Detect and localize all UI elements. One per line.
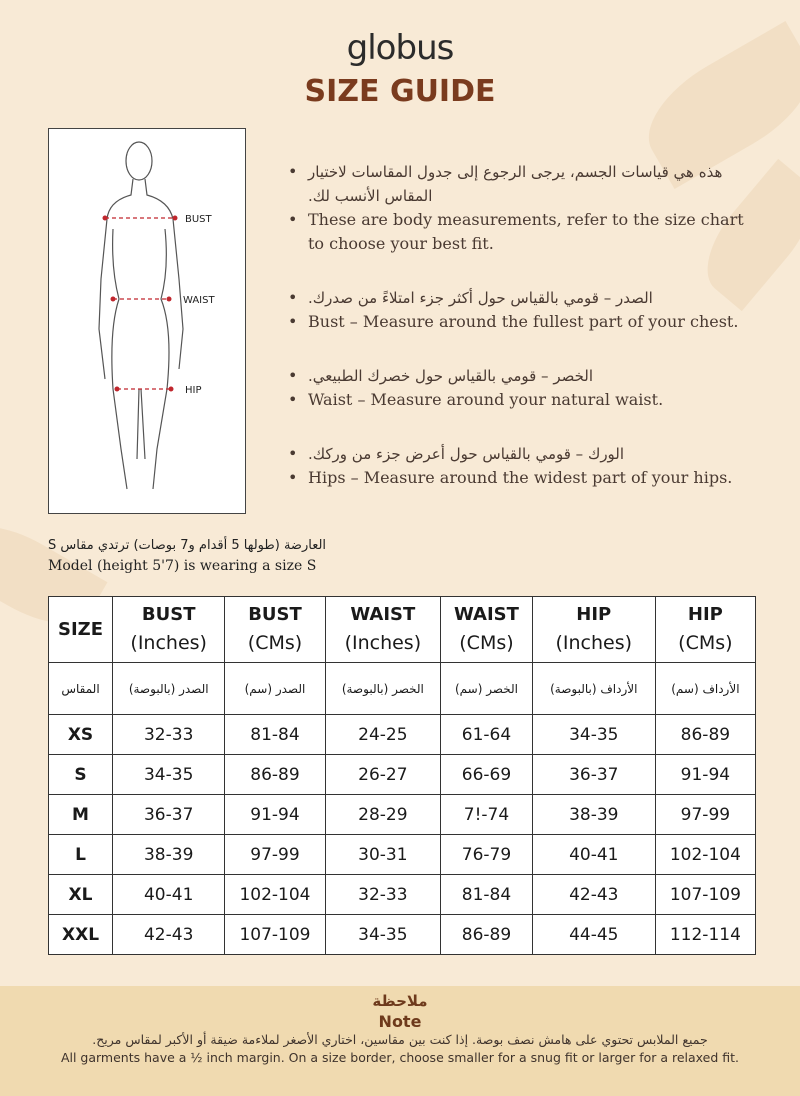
model-info (48, 536, 326, 576)
size-cell: XL (49, 875, 113, 915)
instruction-en: These are body measurements, refer to the size chart to choose your best fit. (308, 210, 744, 253)
table-cell: 102-104 (655, 835, 755, 875)
instruction-hips: • الورك – قومي بالقياس حول أعرض جزء من وركك. • Hips – Measure around the widest part of your hips. (288, 442, 758, 490)
column-header (655, 597, 755, 663)
table-row (49, 835, 756, 875)
table-row (49, 795, 756, 835)
header-measure: BUST (141, 604, 196, 625)
table-cell: 86-89 (225, 755, 325, 795)
instruction-en: Hips – Measure around the widest part of your hips. (308, 468, 733, 487)
table-cell: 86-89 (441, 915, 533, 955)
column-header (532, 597, 655, 663)
note-title: Note (378, 1012, 422, 1031)
table-cell: 24-25 (325, 715, 441, 755)
note-section (0, 986, 800, 1096)
table-cell: 26-27 (325, 755, 441, 795)
note-title-ar: ملاحظة (372, 992, 428, 1010)
header-measure: HIP (576, 604, 612, 625)
table-cell: 107-109 (655, 875, 755, 915)
table-cell: 7!-74 (441, 795, 533, 835)
header-row (49, 597, 756, 663)
table-cell: 66-69 (441, 755, 533, 795)
table-cell: 32-33 (113, 715, 225, 755)
table-cell: 81-84 (441, 875, 533, 915)
table-cell: 36-37 (113, 795, 225, 835)
column-header (441, 597, 533, 663)
header-measure: SIZE (58, 618, 104, 640)
column-header (325, 597, 441, 663)
table-cell: 76-79 (441, 835, 533, 875)
table-cell: 34-35 (113, 755, 225, 795)
size-cell: XXL (49, 915, 113, 955)
instruction-ar: الصدر – قومي بالقياس حول أكثر جزء امتلاءً من صدرك. (308, 289, 653, 307)
column-header-ar: الصدر (سم) (225, 663, 325, 715)
instruction-ar: هذه هي قياسات الجسم، يرجى الرجوع إلى جدول المقاسات لاختيار المقاس الأنسب لك. (308, 163, 723, 205)
table-cell: 61-64 (441, 715, 533, 755)
table-cell: 91-94 (655, 755, 755, 795)
table-cell: 97-99 (655, 795, 755, 835)
header-unit: (CMs) (247, 632, 303, 654)
table-cell: 81-84 (225, 715, 325, 755)
table-cell: 36-37 (532, 755, 655, 795)
size-cell: M (49, 795, 113, 835)
column-header-ar: المقاس (49, 663, 113, 715)
table-cell: 86-89 (655, 715, 755, 755)
table-cell: 38-39 (113, 835, 225, 875)
note-text: All garments have a ½ inch margin. On a size border, choose smaller for a snug fit or larger for a relaxed fit. (60, 1050, 740, 1065)
table-cell: 91-94 (225, 795, 325, 835)
column-header (113, 597, 225, 663)
column-header (225, 597, 325, 663)
table-row (49, 755, 756, 795)
header-measure: BUST (248, 604, 302, 625)
header-unit: (Inches) (130, 632, 207, 654)
table-cell: 44-45 (532, 915, 655, 955)
column-header (49, 597, 113, 663)
table-row (49, 875, 756, 915)
header-unit: (Inches) (344, 632, 422, 654)
table-cell: 32-33 (325, 875, 441, 915)
brand-logo: globus (346, 28, 454, 68)
instruction-bust: • الصدر – قومي بالقياس حول أكثر جزء امتلاءً من صدرك. • Bust – Measure around the fullest part of your chest. (288, 286, 758, 334)
table-cell: 107-109 (225, 915, 325, 955)
header-unit: (CMs) (459, 632, 514, 654)
size-cell: XS (49, 715, 113, 755)
header-unit: (CMs) (678, 632, 733, 654)
instruction-ar: الورك – قومي بالقياس حول أعرض جزء من وركك. (308, 445, 625, 463)
table-cell: 40-41 (532, 835, 655, 875)
header-row-ar (49, 663, 756, 715)
table-cell: 42-43 (532, 875, 655, 915)
table-cell: 34-35 (532, 715, 655, 755)
body-measurement-figure (48, 128, 246, 514)
column-header-ar: الخصر (بالبوصة) (325, 663, 441, 715)
table-cell: 42-43 (113, 915, 225, 955)
size-cell: L (49, 835, 113, 875)
waist-label: WAIST (183, 295, 215, 306)
instruction-general: • هذه هي قياسات الجسم، يرجى الرجوع إلى جدول المقاسات لاختيار المقاس الأنسب لك. • These are body measurements, refer to the size chart to choose your best fit. (288, 160, 758, 256)
table-row (49, 915, 756, 955)
table-cell: 34-35 (325, 915, 441, 955)
model-info-ar: العارضة (طولها 5 أقدام و7 بوصات) ترتدي مقاس S (48, 538, 327, 553)
bust-label: BUST (185, 214, 212, 225)
instruction-en: Waist – Measure around your natural waist. (308, 390, 664, 409)
instructions-list (288, 160, 758, 520)
header-measure: HIP (687, 604, 723, 625)
model-info-en: Model (height 5'7) is wearing a size S (48, 558, 317, 574)
table-cell: 38-39 (532, 795, 655, 835)
table-cell: 40-41 (113, 875, 225, 915)
header-unit: (Inches) (555, 632, 633, 654)
page-title: SIZE GUIDE (304, 74, 496, 109)
table-cell: 102-104 (225, 875, 325, 915)
header-measure: WAIST (454, 604, 519, 625)
size-chart-table (48, 596, 756, 955)
table-cell: 112-114 (655, 915, 755, 955)
column-header-ar: الأرداف (سم) (655, 663, 755, 715)
table-row (49, 715, 756, 755)
table-cell: 28-29 (325, 795, 441, 835)
hip-label: HIP (185, 385, 202, 396)
column-header-ar: الصدر (بالبوصة) (113, 663, 225, 715)
instruction-waist: • الخصر – قومي بالقياس حول خصرك الطبيعي. • Waist – Measure around your natural waist. (288, 364, 758, 412)
size-cell: S (49, 755, 113, 795)
table-cell: 30-31 (325, 835, 441, 875)
instruction-ar: الخصر – قومي بالقياس حول خصرك الطبيعي. (308, 367, 594, 385)
note-text-ar: جميع الملابس تحتوي على هامش نصف بوصة. إذا كنت بين مقاسين، اختاري الأصغر لملاءمة ضيقة أو الأكبر لمقاس مريح. (92, 1032, 708, 1047)
header-measure: WAIST (350, 604, 416, 625)
column-header-ar: الخصر (سم) (441, 663, 533, 715)
column-header-ar: الأرداف (بالبوصة) (532, 663, 655, 715)
instruction-en: Bust – Measure around the fullest part of your chest. (308, 312, 739, 331)
table-cell: 97-99 (225, 835, 325, 875)
